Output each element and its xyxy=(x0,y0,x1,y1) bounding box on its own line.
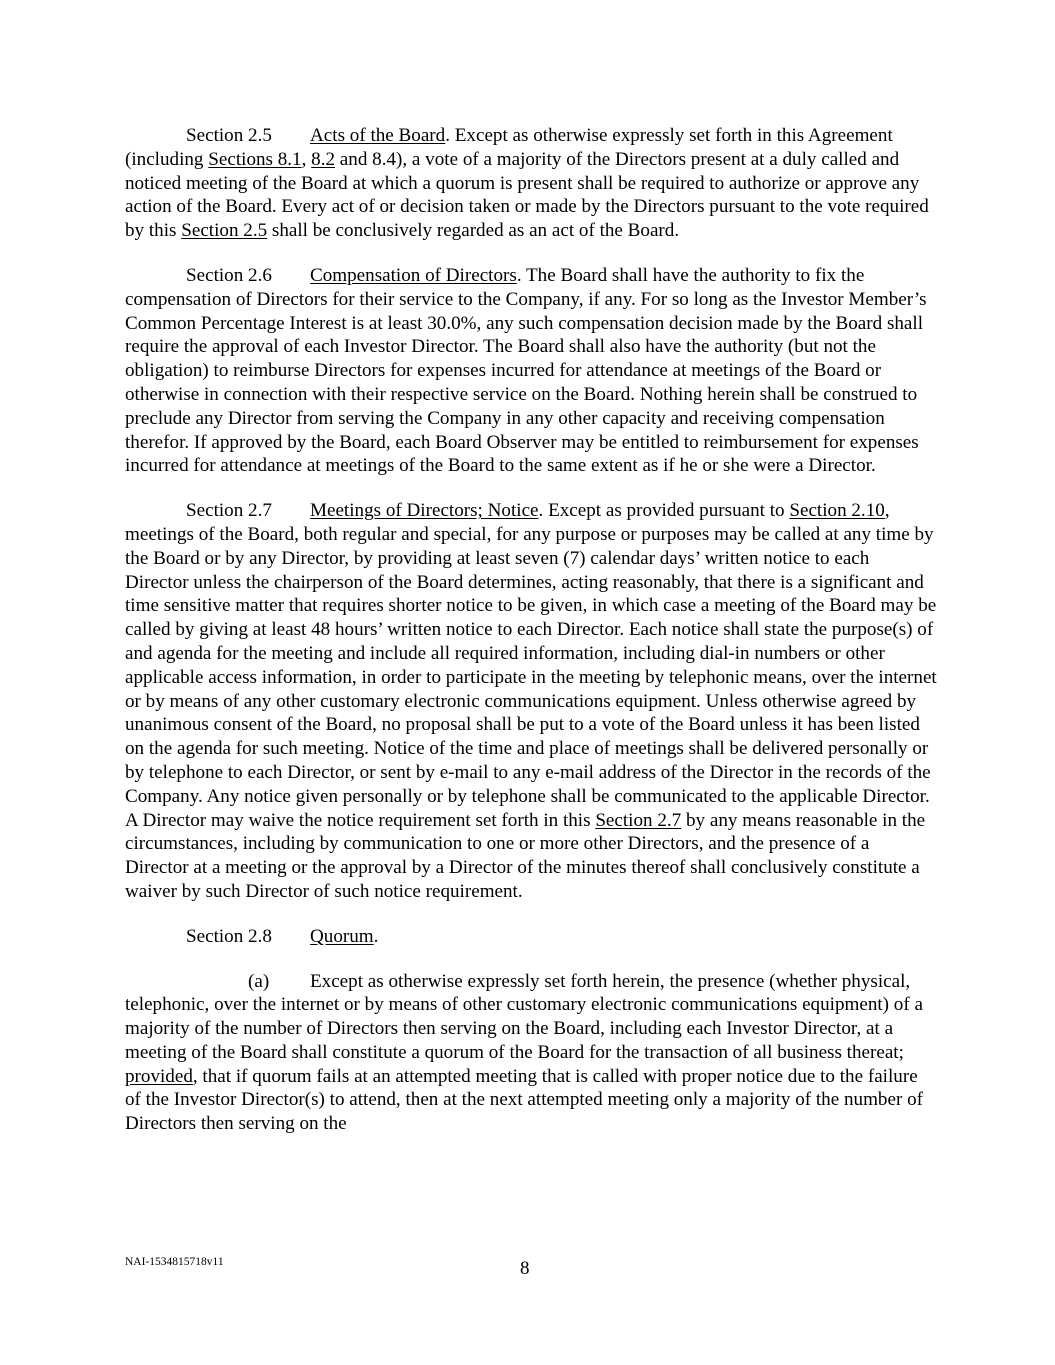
section-title: Meetings of Directors; Notice xyxy=(310,500,539,522)
section-2-5-paragraph: Section 2.5 Acts of the Board. Except as otherwise expressly set forth in this Agreement (including Sections 8.1, 8.2 and 8.4), a vote of a majority of the Directors present at a duly called and noticed meeting of the Board at which a quorum is present shall be required to authorize or approve any action of the Board. Every act of or decision taken or made by the Directors pursuant to the vote required by this Section 2.5 shall be conclusively regarded as an act of the Board. xyxy=(125,125,929,242)
section-2-8-a-paragraph: (a) Except as otherwise expressly set forth herein, the presence (whether physical, telephonic, over the internet or by means of other customary electronic communications equipment) of a majority of the number of Directors then serving on the Board, including each Investor Director, at a meeting of the Board shall constitute a quorum of the Board for the transaction of all business thereat; provided, that if quorum fails at an attempted meeting that is called with proper notice due to the failure of the Investor Director(s) to attend, then at the next attempted meeting only a majority of the number of Directors then serving on the xyxy=(125,970,923,1135)
section-number: Section 2.8 xyxy=(186,925,272,947)
section-number: Section 2.5 xyxy=(186,125,272,146)
document-id: NAI-1534815718v11 xyxy=(125,1256,224,1268)
cross-reference: Section 2.5 xyxy=(181,220,268,242)
section-2-7-paragraph: Section 2.7 Meetings of Directors; Notice. Except as provided pursuant to Section 2.10, meetings of the Board, both regular and special, for any purpose or purposes may be called at any time by the Board or by any Director, by providing at least seven (7) calendar days’ written notice to each Director unless the chairperson of the Board determines, acting reasonably, that there is a significant and time sensitive matter that requires shorter notice to be given, in which case a meeting of the Board may be called by giving at least 48 hours’ written notice to each Director. Each notice shall state the purpose(s) of and agenda for the meeting and include all required information, including dial-in numbers or other applicable access information, in order to participate in the meeting by telephonic means, over the internet or by means of any other customary electronic communications equipment. Unless otherwise agreed by unanimous consent of the Board, no proposal shall be put to a vote of the Board unless it has been listed on the agenda for such meeting. Notice of the time and place of meetings shall be delivered personally or by telephone to each Director, or sent by e-mail to any e-mail address of the Director in the records of the Company. Any notice given personally or by telephone shall be communicated to the applicable Director. A Director may waive the notice requirement set forth in this Section 2.7 by any means reasonable in the circumstances, including by communication to one or more other Directors, and the presence of a Director at a meeting or the approval by a Director of the minutes thereof shall conclusively constitute a waiver by such Director of such notice requirement. xyxy=(125,500,937,902)
cross-reference: Sections 8.1 xyxy=(208,148,302,170)
section-2-8-heading: Section 2.8 Quorum. xyxy=(186,925,379,947)
cross-reference: 8.2 xyxy=(311,148,336,170)
proviso-term: provided xyxy=(125,1065,193,1087)
section-2-6-paragraph: Section 2.6 Compensation of Directors. The Board shall have the authority to fix the compensation of Directors for their service to the Company, if any. For so long as the Investor Member’s Common Percentage Interest is at least 30.0%, any such compensation decision made by the Board shall require the approval of each Investor Director. The Board shall also have the authority (but not the obligation) to reimburse Directors for expenses incurred for attendance at meetings of the Board or otherwise in connection with their respective service on the Board. Nothing herein shall be construed to preclude any Director from serving the Company in any other capacity and receiving compensation therefor. If approved by the Board, each Board Observer may be entitled to reimbursement for expenses incurred for attendance at meetings of the Board to the same extent as if he or she were a Director. xyxy=(125,264,927,477)
document-body xyxy=(125,124,937,1157)
section-title: Compensation of Directors xyxy=(310,264,517,286)
section-number: Section 2.6 xyxy=(186,264,272,286)
section-title: Quorum xyxy=(310,925,374,947)
subsection-label: (a) xyxy=(248,970,270,992)
section-title: Acts of the Board xyxy=(310,125,446,146)
page-number: 8 xyxy=(520,1258,530,1279)
cross-reference: Section 2.10 xyxy=(789,500,885,522)
section-number: Section 2.7 xyxy=(186,500,272,522)
cross-reference: Section 2.7 xyxy=(595,809,682,831)
